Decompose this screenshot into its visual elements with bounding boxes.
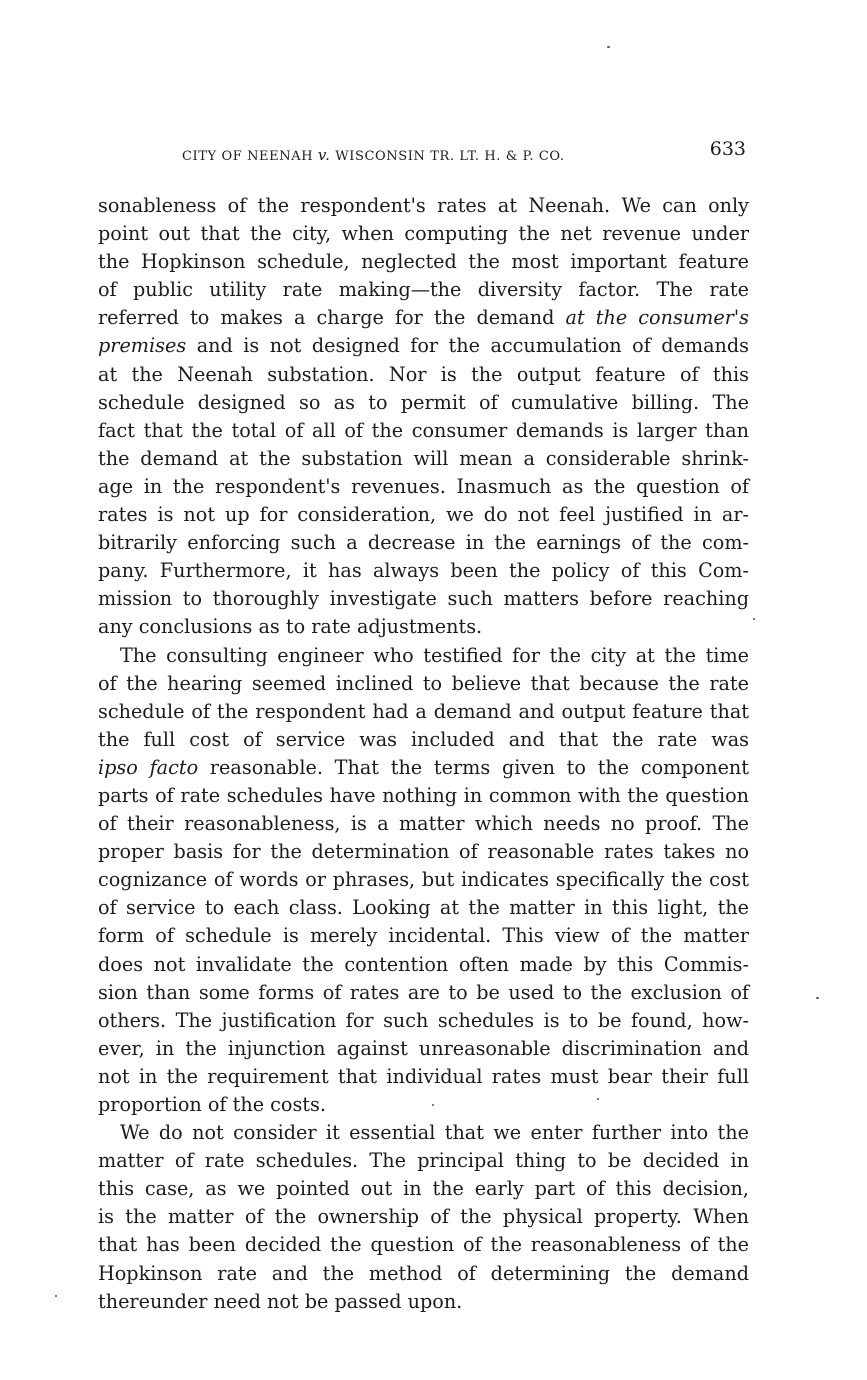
line-text: of the hearing seemed inclined to believe that because the rate bbox=[98, 671, 749, 695]
text-line bbox=[98, 417, 749, 445]
line-text: proper basis for the determination of reasonable rates takes no bbox=[98, 840, 749, 864]
text-line bbox=[98, 951, 749, 979]
text-line bbox=[98, 642, 749, 670]
text-line bbox=[98, 670, 749, 698]
scan-speck bbox=[816, 997, 819, 999]
body-text bbox=[98, 192, 749, 1316]
line-text: rates is not up for consideration, we do not feel justified in ar- bbox=[98, 503, 749, 527]
text-line bbox=[98, 810, 749, 838]
line-text: referred to makes a charge for the demand bbox=[98, 306, 566, 330]
text-line bbox=[98, 1119, 749, 1147]
text-line bbox=[98, 922, 749, 950]
text-line bbox=[98, 361, 749, 389]
scan-speck bbox=[607, 46, 610, 48]
line-text: does not invalidate the contention often made by this Commis- bbox=[98, 952, 749, 976]
line-text: point out that the city, when computing the net revenue under bbox=[98, 222, 749, 246]
line-text: not in the requirement that individual rates must bear their full bbox=[98, 1064, 749, 1088]
text-line bbox=[98, 979, 749, 1007]
text-line bbox=[98, 838, 749, 866]
line-text: The consulting engineer who testified for the city at the time bbox=[120, 643, 749, 667]
line-text: parts of rate schedules have nothing in common with the question bbox=[98, 783, 749, 807]
text-line bbox=[98, 1035, 749, 1063]
line-text: ever, in the injunction against unreasonable discrimination and bbox=[98, 1036, 749, 1060]
line-text: that has been decided the question of the reasonableness of the bbox=[98, 1233, 749, 1257]
line-text: the Hopkinson schedule, neglected the most important feature bbox=[98, 250, 749, 274]
scan-speck bbox=[55, 1295, 57, 1297]
line-text: of their reasonableness, is a matter which needs no proof. The bbox=[98, 812, 749, 836]
line-text: this case, as we pointed out in the early part of this decision, bbox=[98, 1177, 749, 1201]
line-text: We do not consider it essential that we enter further into the bbox=[120, 1121, 749, 1145]
text-line bbox=[98, 613, 749, 641]
text-line bbox=[98, 192, 749, 220]
text-line bbox=[98, 782, 749, 810]
text-line bbox=[98, 1288, 749, 1316]
line-text: schedule designed so as to permit of cumulative billing. The bbox=[98, 390, 749, 414]
running-head-versus: v. bbox=[317, 146, 331, 164]
line-text: mission to thoroughly investigate such matters before reaching bbox=[98, 587, 749, 611]
italic-phrase: at the consumer's bbox=[565, 306, 749, 330]
line-text: reasonable. That the terms given to the component bbox=[198, 755, 749, 779]
text-line bbox=[98, 1231, 749, 1259]
paragraph bbox=[98, 192, 749, 642]
paragraph bbox=[98, 1119, 749, 1316]
text-line bbox=[98, 332, 749, 360]
text-line bbox=[98, 276, 749, 304]
text-line bbox=[98, 1175, 749, 1203]
paragraph bbox=[98, 642, 749, 1120]
line-text: sion than some forms of rates are to be used to the exclusion of bbox=[98, 980, 749, 1004]
text-line bbox=[98, 698, 749, 726]
text-line bbox=[98, 1007, 749, 1035]
line-text: thereunder need not be passed upon. bbox=[98, 1289, 463, 1313]
page-header bbox=[182, 138, 750, 168]
text-line bbox=[98, 501, 749, 529]
italic-phrase: ipso facto bbox=[98, 755, 199, 779]
text-line bbox=[98, 473, 749, 501]
line-text: age in the respondent's revenues. Inasmuch as the question of bbox=[98, 474, 749, 498]
line-text: any conclusions as to rate adjustments. bbox=[98, 615, 483, 639]
line-text: form of schedule is merely incidental. This view of the matter bbox=[98, 924, 749, 948]
text-line bbox=[98, 866, 749, 894]
line-text: and is not designed for the accumulation of demands bbox=[186, 334, 749, 358]
line-text: pany. Furthermore, it has always been the policy of this Com- bbox=[98, 559, 749, 583]
text-line bbox=[98, 1063, 749, 1091]
page-number: 633 bbox=[709, 138, 746, 160]
line-text: schedule of the respondent had a demand and output feature that bbox=[98, 699, 749, 723]
line-text: the full cost of service was included and that the rate was bbox=[98, 727, 749, 751]
text-line bbox=[98, 1203, 749, 1231]
text-line bbox=[98, 557, 749, 585]
text-line bbox=[98, 248, 749, 276]
scan-speck bbox=[432, 1104, 434, 1106]
text-line bbox=[98, 754, 749, 782]
running-head-right: WISCONSIN TR. LT. H. & P. CO. bbox=[330, 149, 565, 164]
line-text: the demand at the substation will mean a considerable shrink- bbox=[98, 446, 749, 470]
text-line bbox=[98, 1147, 749, 1175]
line-text: proportion of the costs. bbox=[98, 1093, 326, 1116]
running-head-left: CITY OF NEENAH bbox=[182, 149, 318, 164]
text-line bbox=[98, 585, 749, 613]
scan-speck bbox=[597, 1098, 599, 1100]
line-text: cognizance of words or phrases, but indicates specifically the cost bbox=[98, 868, 749, 892]
text-line bbox=[98, 1260, 749, 1288]
text-line bbox=[98, 726, 749, 754]
text-line bbox=[98, 304, 749, 332]
line-text: others. The justification for such schedules is to be found, how- bbox=[98, 1008, 749, 1032]
line-text: Hopkinson rate and the method of determining the demand bbox=[98, 1261, 749, 1285]
line-text: fact that the total of all of the consumer demands is larger than bbox=[98, 418, 749, 442]
text-line bbox=[98, 529, 749, 557]
text-line bbox=[98, 220, 749, 248]
line-text: of service to each class. Looking at the matter in this light, the bbox=[98, 896, 749, 920]
line-text: bitrarily enforcing such a decrease in the earnings of the com- bbox=[98, 531, 749, 555]
line-text: of public utility rate making—the diversity factor. The rate bbox=[98, 278, 749, 302]
line-text: is the matter of the ownership of the physical property. When bbox=[98, 1205, 749, 1229]
scan-speck bbox=[753, 618, 755, 620]
italic-phrase: premises bbox=[98, 334, 187, 358]
running-head bbox=[182, 146, 565, 164]
line-text: sonableness of the respondent's rates at Neenah. We can only bbox=[98, 194, 749, 217]
text-line bbox=[98, 894, 749, 922]
line-text: at the Neenah substation. Nor is the output feature of this bbox=[98, 362, 749, 386]
text-line bbox=[98, 445, 749, 473]
text-line bbox=[98, 1091, 749, 1119]
line-text: matter of rate schedules. The principal thing to be decided in bbox=[98, 1149, 749, 1173]
text-line bbox=[98, 389, 749, 417]
